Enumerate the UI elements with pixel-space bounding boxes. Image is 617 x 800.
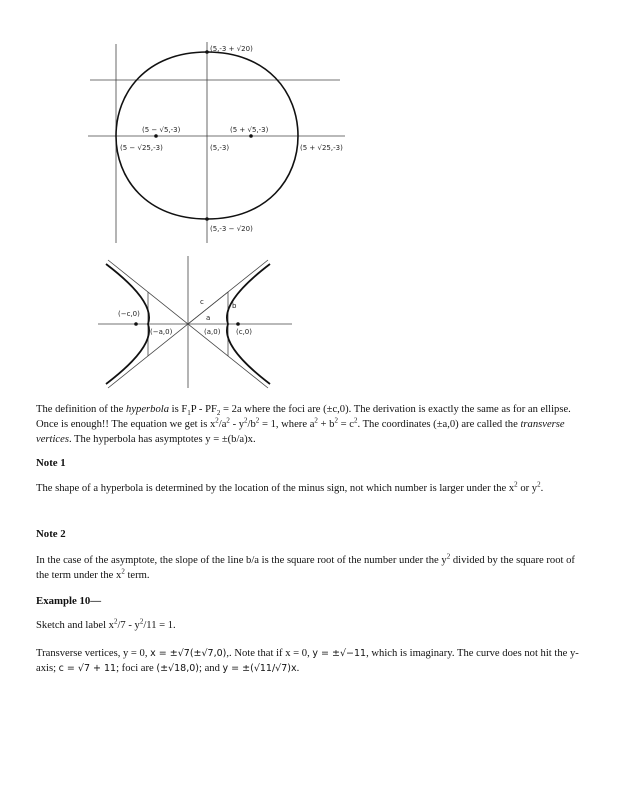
definition-paragraph: The definition of the hyperbola is $F_1P - PF_2 = 2a$ where the foci are (±c,0). The derivation is exactly the same as for an ellipse. Once is enough!! The equation we get is $x^2/a^2 - y^2/b^2 = 1$, where $a^2 + b^2 = c^2$. The coordinates (±a,0) are called the transverse vertices. The hyperbola has asymptotes y = ±(b/a)x. <box>36 404 571 445</box>
hyperbola-diagram <box>96 252 296 390</box>
math-foci: (±√18,0) <box>156 663 199 674</box>
focus-right-point <box>236 322 240 326</box>
label-pos-a: (a,0) <box>204 328 221 336</box>
example10-paragraph: Sketch and label $x^2/7 - y^2/11 = 1$. <box>36 617 176 631</box>
label-top: (5,-3 + √20) <box>210 45 253 53</box>
label-a: a <box>206 314 211 322</box>
transverse-paragraph: Transverse vertices, y = 0, x = ±√7(±√7,0),. Note that if x = 0, y = ±√−11, which is imaginary. The curve does not hit the y-axis; c = √7 + 11; foci are (±√18,0); and y = ±(√11/√7)x. <box>36 648 579 674</box>
math-c-value: c = √7 + 11 <box>58 663 117 674</box>
label-bottom: (5,-3 − √20) <box>210 225 253 233</box>
note2-heading: Note 2 <box>36 528 66 540</box>
focus-left-point <box>134 322 138 326</box>
label-neg-c: (−c,0) <box>118 310 140 318</box>
bottom-point <box>205 217 209 221</box>
note1-heading: Note 1 <box>36 457 66 469</box>
note1-paragraph: The shape of a hyperbola is determined by the location of the minus sign, not which number is larger under the $x^2$ or $y^2$. <box>36 480 544 494</box>
label-pos-c: (c,0) <box>236 328 252 336</box>
figure-astroid <box>80 38 380 248</box>
hyperbola-term: hyperbola <box>126 404 169 415</box>
example10-heading: Example 10— <box>36 595 102 607</box>
transverse-vertices-term: transverse vertices <box>36 419 565 445</box>
math-x-vertices: x = ±√7(±√7,0) <box>150 648 227 659</box>
label-b: b <box>232 302 237 310</box>
math-y-imaginary: y = ±√−11 <box>312 648 367 659</box>
label-center: (5,-3) <box>210 144 230 152</box>
astroid-diagram <box>80 38 380 248</box>
inner-left-point <box>154 134 158 138</box>
label-neg-a: (−a,0) <box>150 328 173 336</box>
inner-right-point <box>249 134 253 138</box>
figure-hyperbola <box>96 252 296 390</box>
label-inner-left: (5 − √5,-3) <box>142 126 181 134</box>
math-asymptotes: y = ±(√11/√7)x <box>222 663 297 674</box>
label-left: (5 − √25,-3) <box>120 144 163 152</box>
note2-paragraph: In the case of the asymptote, the slope of the line b/a is the square root of the number under the $y^2$ divided by the square root of the term under the $x^2$ term. <box>36 552 575 581</box>
label-c: c <box>200 298 204 306</box>
label-right: (5 + √25,-3) <box>300 144 343 152</box>
top-point <box>205 50 209 54</box>
label-inner-right: (5 + √5,-3) <box>230 126 269 134</box>
